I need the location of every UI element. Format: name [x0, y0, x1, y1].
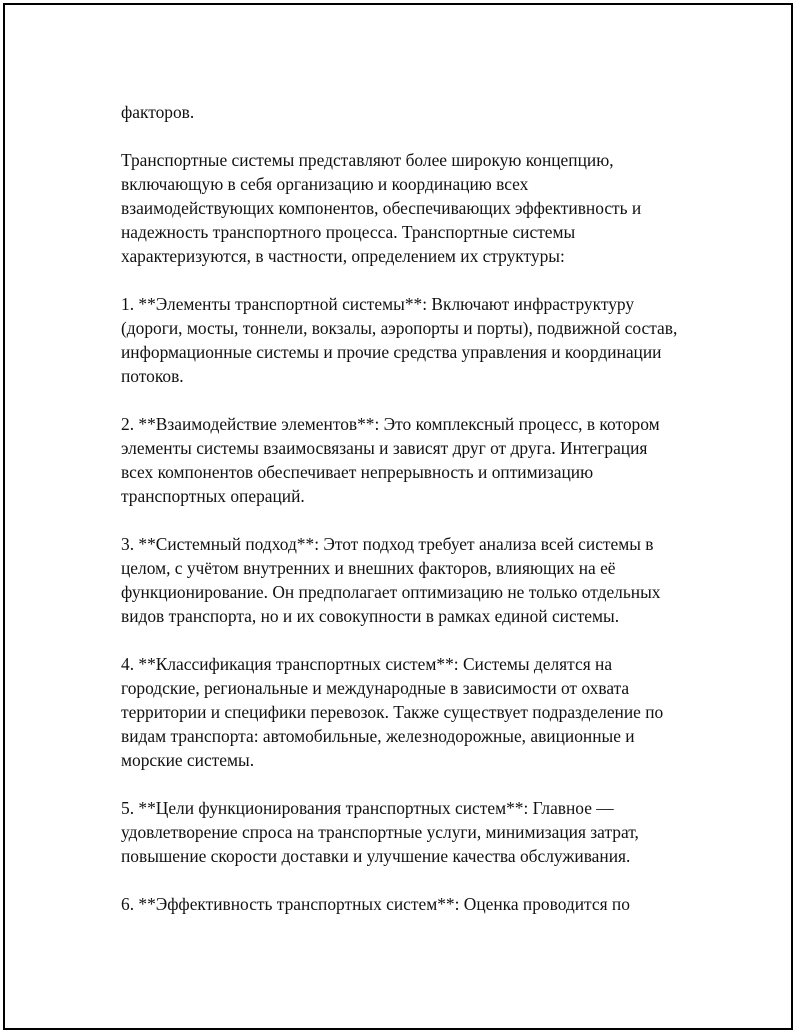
paragraph-intro: Транспортные системы представляют более широкую концепцию, включающую в себя организацию и координацию всех взаимодействующих компонентов, обеспечивающих эффективность и надежность транспортного процесса. Транспортные системы характеризуются, в частности, определением их структуры:: [121, 150, 642, 266]
list-item-1: 1. **Элементы транспортной системы**: Включают инфраструктуру (дороги, мосты, тоннели, вокзалы, аэропорты и порты), подвижной состав, информационные системы и прочие средства управления и координации потоков.: [121, 294, 678, 386]
document-body: [121, 100, 681, 940]
list-item-5: 5. **Цели функционирования транспортных систем**: Главное — удовлетворение спроса на транспортные услуги, минимизация затрат, повышение скорости доставки и улучшение качества обслуживания.: [121, 798, 639, 866]
list-item-3: 3. **Системный подход**: Этот подход требует анализа всей системы в целом, с учётом внутренних и внешних факторов, влияющих на её функционирование. Он предполагает оптимизацию не только отдельных видов транспорта, но и их совокупности в рамках единой системы.: [121, 534, 661, 626]
list-item-6: 6. **Эффективность транспортных систем**: Оценка проводится по: [121, 894, 630, 914]
list-item-4: 4. **Классификация транспортных систем**: Системы делятся на городские, региональные и международные в зависимости от охвата территории и специфики перевозок. Также существует подразделение по видам транспорта: автомобильные, железнодорожные, авиционные и морские системы.: [121, 654, 664, 770]
paragraph-continuation: факторов.: [121, 102, 195, 122]
document-page: [3, 3, 793, 1030]
list-item-2: 2. **Взаимодействие элементов**: Это комплексный процесс, в котором элементы системы взаимосвязаны и зависят друг от друга. Интеграция всех компонентов обеспечивает непрерывность и оптимизацию транспортных операций.: [121, 414, 660, 506]
